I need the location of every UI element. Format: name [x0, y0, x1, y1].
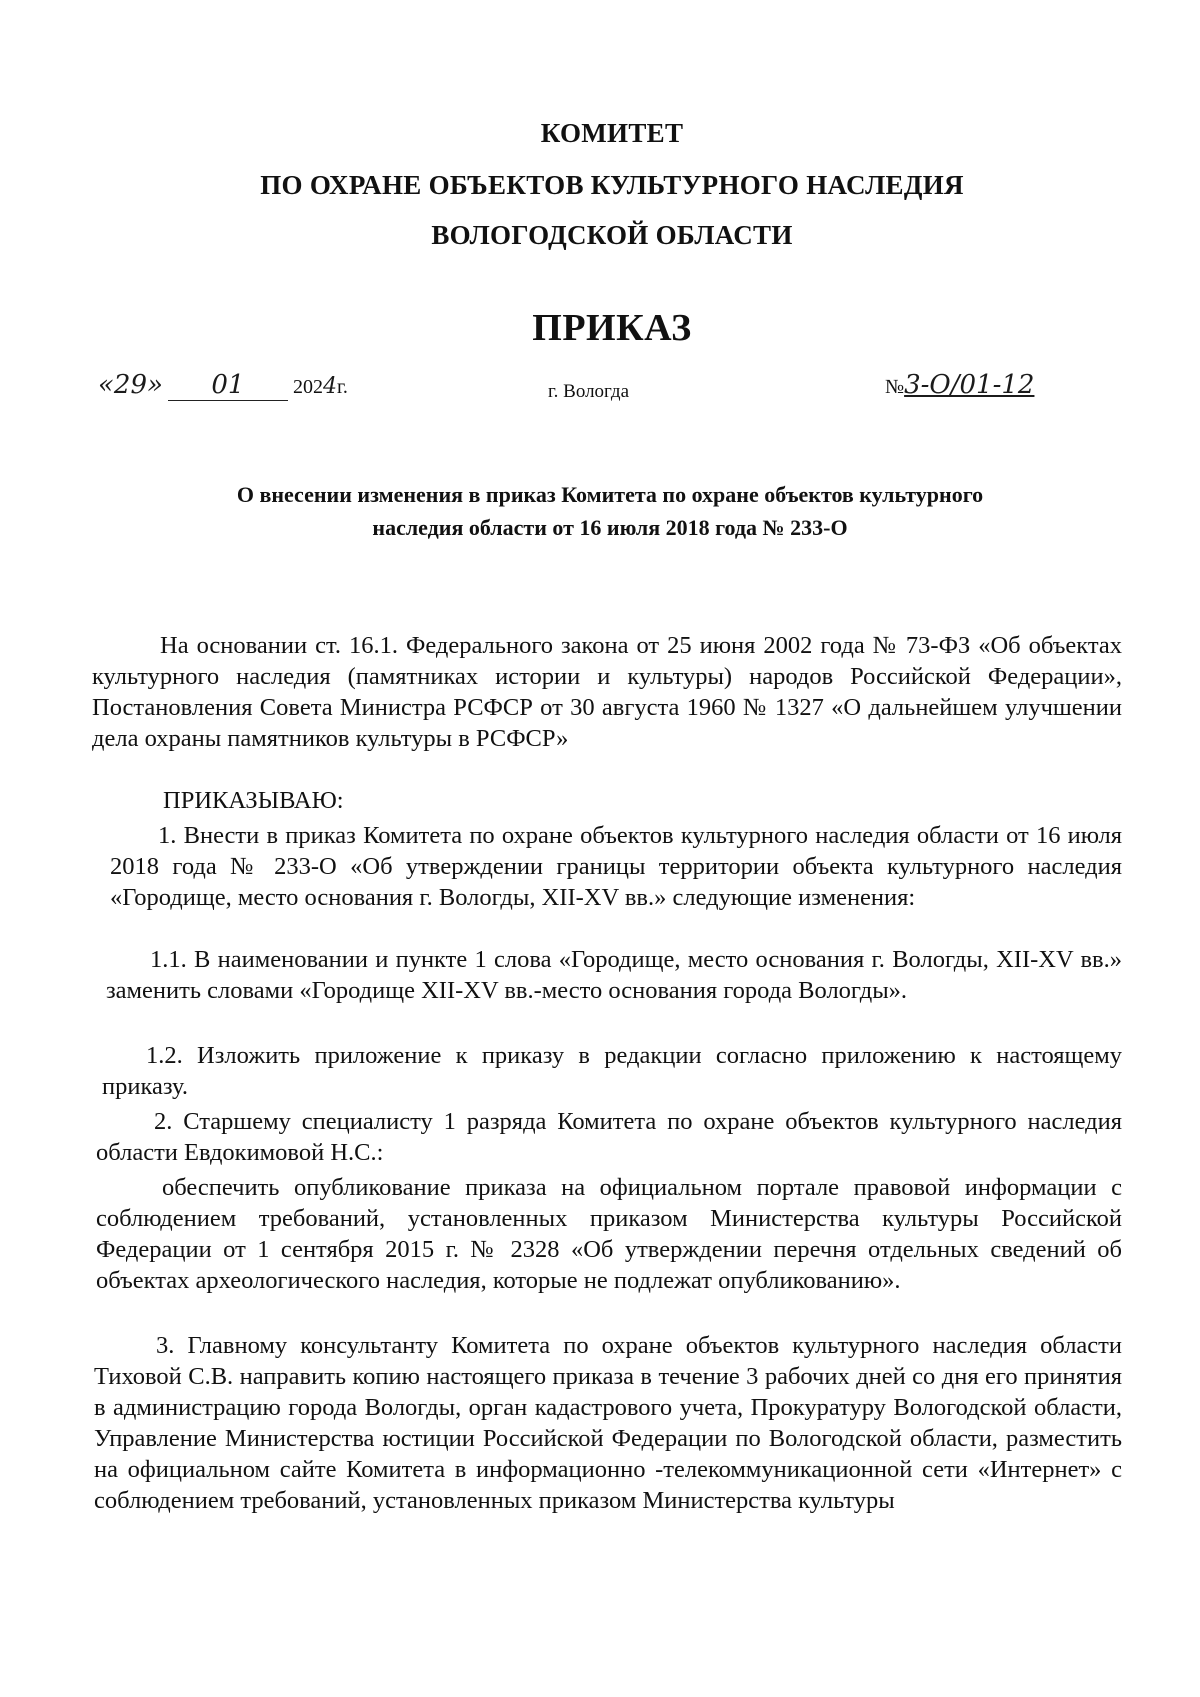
document-type-title: ПРИКАЗ	[532, 307, 692, 349]
paragraph-legal-basis: На основании ст. 16.1. Федерального закона от 25 июня 2002 года № 73-ФЗ «Об объектах культурного наследия (памятниках истории и культуры) народов Российской Федерации», Постановления Совета Министра РСФСР от 30 августа 1960 № 1327 «О дальнейшем улучшении дела охраны памятников культуры в РСФСР»	[92, 632, 1122, 752]
paragraph-item-1-2: 1.2. Изложить приложение к приказу в редакции согласно приложению к настоящему приказу.	[102, 1042, 1122, 1100]
paragraph-item-2: 2. Старшему специалисту 1 разряда Комитета по охране объектов культурного наследия области Евдокимовой Н.С.:	[96, 1108, 1122, 1166]
number-sign: №	[885, 376, 905, 398]
paragraph-item-2-text: обеспечить опубликование приказа на официальном портале правовой информации с соблюдением требований, установленных приказом Министерства культуры Российской Федерации от 1 сентября 2015 г. № 2328 «Об утверждении перечня отдельных сведений об объектах археологического наследия, которые не подлежат опубликованию».	[96, 1174, 1122, 1294]
order-date	[98, 370, 378, 410]
date-month-blank	[168, 370, 288, 401]
date-year-printed: 202	[292, 376, 323, 398]
date-day-handwritten: 29	[113, 370, 148, 400]
date-close-quote: »	[147, 370, 163, 400]
paragraph-order-directive: ПРИКАЗЫВАЮ:	[163, 787, 344, 814]
order-city: г. Вологда	[548, 381, 630, 402]
date-month-handwritten: 01	[211, 370, 245, 400]
order-number	[885, 370, 1034, 400]
subject-line-2: наследия области от 16 июля 2018 года № 233-О	[372, 515, 848, 540]
order-subject	[100, 478, 1120, 544]
paragraph-item-1: 1. Внести в приказ Комитета по охране объектов культурного наследия области от 16 июля 2018 года № 233-О «Об утверждении границы территории объекта культурного наследия «Городище, место основания г. Вологды, XII-XV вв.» следующие изменения:	[110, 822, 1122, 911]
paragraph-item-3: 3. Главному консультанту Комитета по охране объектов культурного наследия области Тиховой С.В. направить копию настоящего приказа в течение 3 рабочих дней со дня его принятия в администрацию города Вологды, орган кадастрового учета, Прокуратуру Вологодской области, Управление Министерства юстиции Российской Федерации по Вологодской области, разместить на официальном сайте Комитета в информационно -телекоммуникационной сети «Интернет» с соблюдением требований, установленных приказом Министерства культуры	[94, 1332, 1122, 1514]
header-committee: КОМИТЕТ	[540, 118, 684, 148]
number-handwritten: 3-О/01-12	[904, 370, 1035, 400]
date-suffix: г.	[336, 376, 348, 398]
subject-line-1: О внесении изменения в приказ Комитета по охране объектов культурного	[236, 482, 984, 507]
date-year-handwritten: 4	[322, 374, 337, 399]
header-committee-purpose: ПО ОХРАНЕ ОБЪЕКТОВ КУЛЬТУРНОГО НАСЛЕДИЯ	[260, 170, 964, 200]
date-open-quote: «	[98, 370, 114, 400]
paragraph-item-1-1: 1.1. В наименовании и пункте 1 слова «Городище, место основания г. Вологды, XII-XV вв.» заменить словами «Городище XII-XV вв.-место основания города Вологды».	[106, 946, 1122, 1004]
header-region: ВОЛОГОДСКОЙ ОБЛАСТИ	[431, 220, 793, 250]
